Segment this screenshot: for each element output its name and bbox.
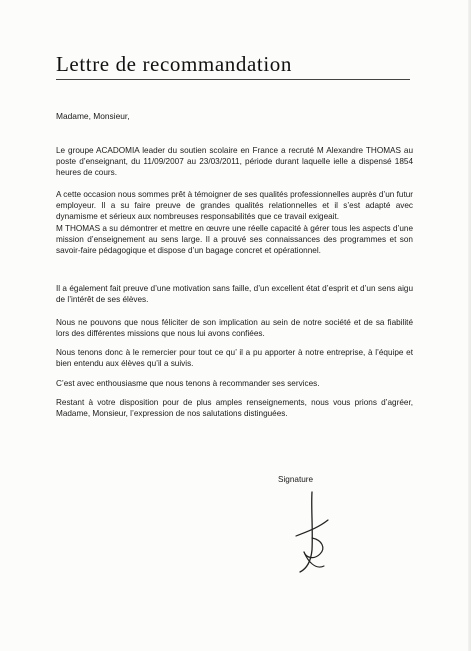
signature-label: Signature — [278, 475, 314, 484]
title-underline — [56, 79, 410, 80]
paragraph-qualities: A cette occasion nous sommes prêt à témoigner de ses qualités professionnelles auprès d’un futur employeur. Il a su faire preuve de grandes qualités relationnelles et il s’est adapté avec dynamisme et sérieux aux nombreuses responsabilités que ce travail exigeait. — [56, 190, 413, 221]
paragraph-skills: M THOMAS a su démontrer et mettre en œuvre une réelle capacité à gérer tous les aspects d’une mission d’enseignement au sens large. Il a prouvé ses connaissances des programmes et son savoir-faire pédagogique et dispose d’un bagage concret et opérationnel. — [56, 224, 413, 255]
letter-title: Lettre de recommandation — [56, 52, 292, 76]
paragraph-closing: Restant à votre disposition pour de plus amples renseignements, nous vous prions d’agréer, Madame, Monsieur, l’expression de nos salutations distinguées. — [56, 398, 413, 418]
paragraph-reliability: Nous ne pouvons que nous féliciter de son implication au sein de notre société et de sa fiabilité lors des différentes missions que nous lui avons confiées. — [56, 318, 413, 338]
paragraph-thanks: Nous tenons donc à le remercier pour tout ce qu’ il a pu apporter à notre entreprise, à l’équipe et bien entendu aux élèves qu’il a suivis. — [56, 348, 413, 368]
paragraph-recruitment: Le groupe ACADOMIA leader du soutien scolaire en France a recruté M Alexandre THOMAS au poste d’enseignant, du 11/09/2007 au 23/03/2011, période durant laquelle ielle a dispensé 1854 heures de cours. — [56, 146, 413, 177]
paragraph-recommendation: C’est avec enthousiasme que nous tenons à recommander ses services. — [56, 379, 320, 388]
handwritten-signature — [282, 488, 342, 578]
salutation: Madame, Monsieur, — [56, 111, 130, 121]
paragraph-motivation: Il a également fait preuve d’une motivation sans faille, d’un excellent état d’esprit et d’un sens aigu de l’intérêt de ses élèves. — [56, 284, 413, 304]
